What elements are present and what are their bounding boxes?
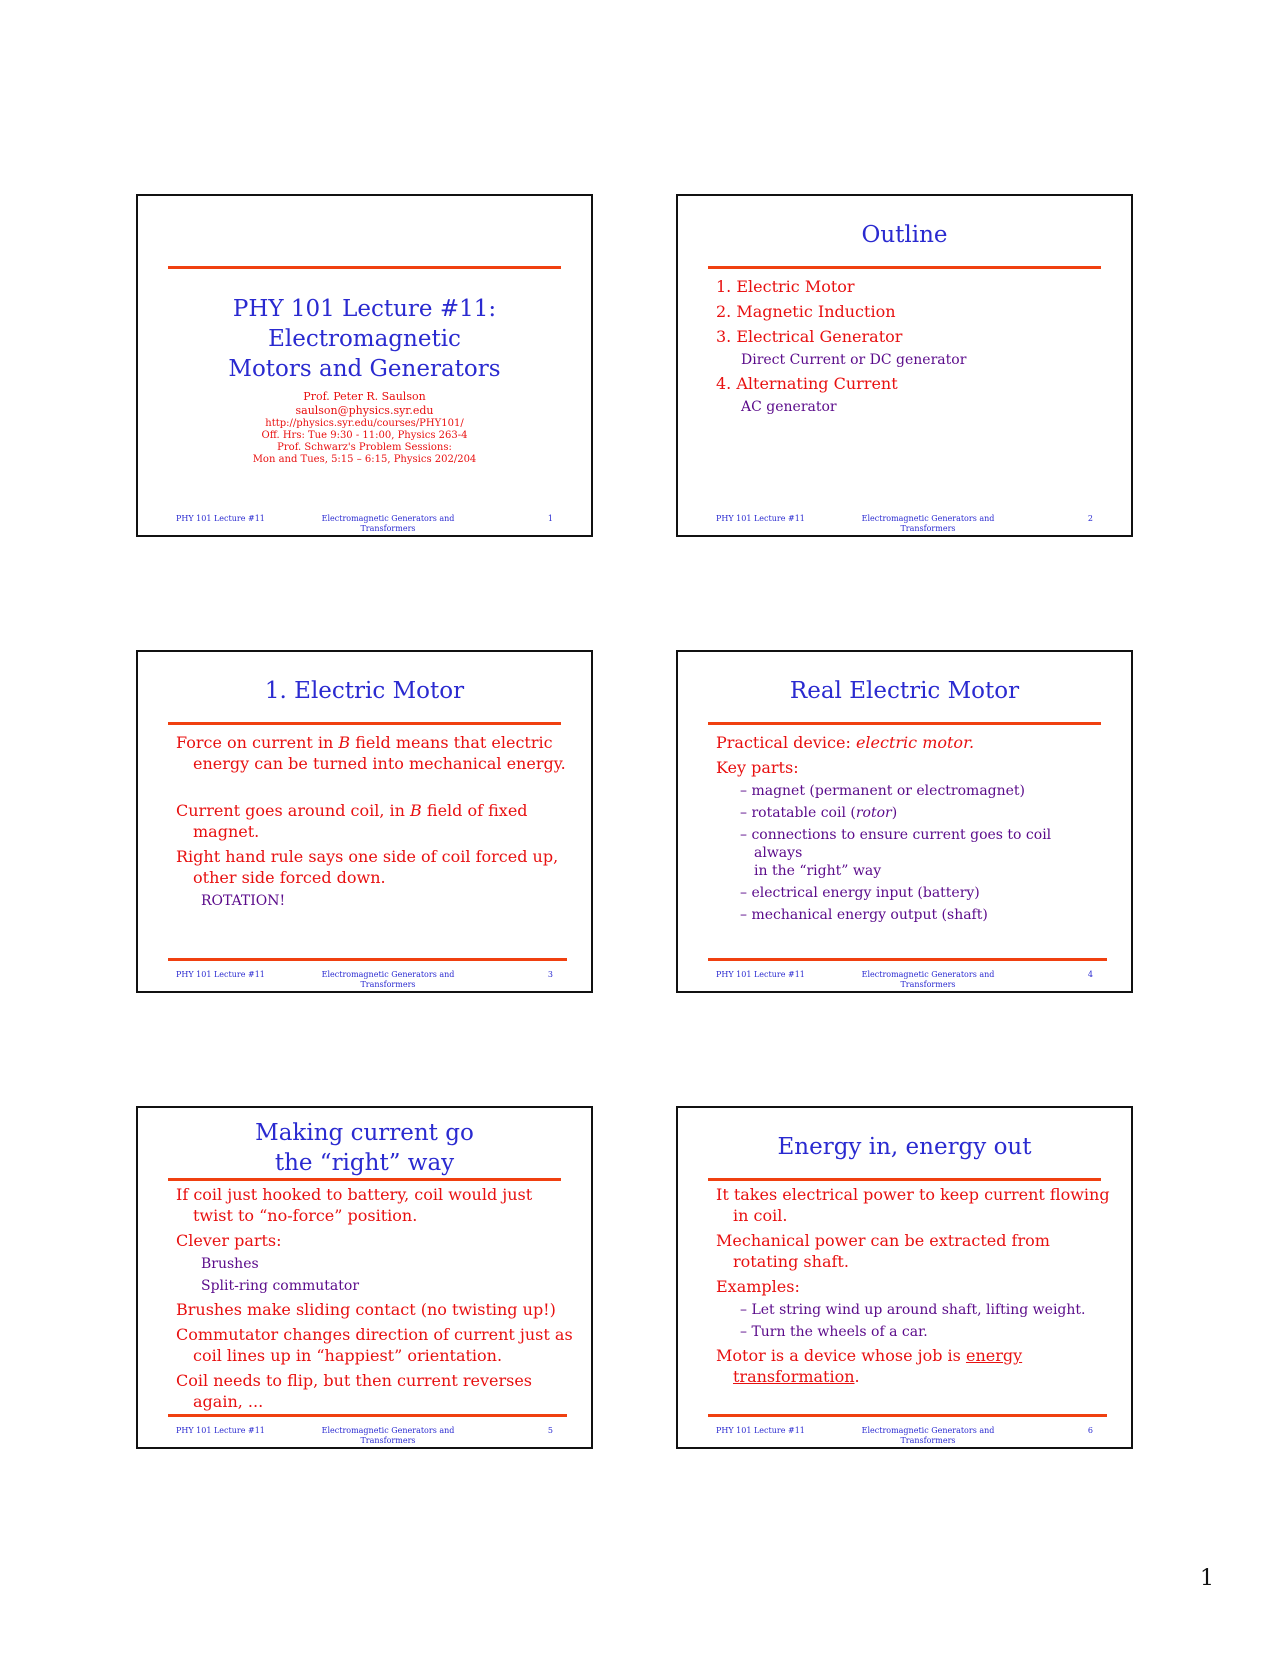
problem-sessions-label: Prof. Schwarz's Problem Sessions: <box>277 442 452 453</box>
footer-course: PHY 101 Lecture #11 <box>176 970 265 979</box>
bullet: Right hand rule says one side of coil forced up, other side forced down. <box>176 847 559 887</box>
outline-item: 4. Alternating Current <box>716 374 898 393</box>
outline-item: 1. Electric Motor <box>716 277 855 296</box>
outline-item: 2. Magnetic Induction <box>716 302 896 321</box>
problem-sessions: Mon and Tues, 5:15 – 6:15, Physics 202/204 <box>252 454 477 465</box>
footer-course: PHY 101 Lecture #11 <box>716 514 805 523</box>
outline-item: 3. Electrical Generator <box>716 327 903 346</box>
sub-bullet: – connections to ensure current goes to coil always in the “right” way <box>740 827 1052 879</box>
author-info <box>158 390 571 466</box>
title-rule <box>708 1178 1101 1181</box>
footer-course: PHY 101 Lecture #11 <box>176 514 265 523</box>
slide-5 <box>136 1106 593 1449</box>
bullet: Current goes around coil, in B field of fixed magnet. <box>176 801 528 841</box>
sub-bullet: – rotatable coil (rotor) <box>740 805 898 821</box>
bullet: Motor is a device whose job is energy transformation. <box>716 1346 1023 1386</box>
bullet: Clever parts: <box>176 1231 282 1250</box>
author-name: Prof. Peter R. Saulson <box>303 390 426 403</box>
footer-slide-number: 2 <box>1087 514 1093 523</box>
bullet: Practical device: electric motor. <box>716 733 975 752</box>
sub-bullet: ROTATION! <box>201 893 286 909</box>
footer-topic: Electromagnetic Generators and Transformers <box>861 1426 995 1445</box>
bullet: Key parts: <box>716 758 799 777</box>
slide-1 <box>136 194 593 537</box>
slide-2 <box>676 194 1133 537</box>
slide-body <box>716 276 1101 420</box>
sub-bullet: – Let string wind up around shaft, lifting weight. <box>740 1302 1086 1318</box>
title-rule <box>168 1178 561 1181</box>
title-rule <box>708 722 1101 725</box>
slide-title: Outline <box>861 222 948 248</box>
author-email: saulson@physics.syr.edu <box>295 404 434 417</box>
title-rule <box>168 722 561 725</box>
sub-bullet: Split-ring commutator <box>201 1278 360 1294</box>
bullet: Mechanical power can be extracted from rotating shaft. <box>716 1231 1050 1271</box>
bullet: It takes electrical power to keep current flowing in coil. <box>716 1185 1110 1225</box>
slide-body <box>176 732 566 914</box>
outline-subitem: Direct Current or DC generator <box>741 352 967 368</box>
bullet: Force on current in B field means that electric energy can be turned into mechanical energy. <box>176 733 566 773</box>
sub-bullet: – Turn the wheels of a car. <box>740 1324 928 1340</box>
bullet: Commutator changes direction of current just as coil lines up in “happiest” orientation. <box>176 1325 573 1365</box>
slide-3 <box>136 650 593 993</box>
footer-rule <box>708 958 1107 961</box>
slide-body <box>716 732 1101 928</box>
footer-course: PHY 101 Lecture #11 <box>716 970 805 979</box>
sub-bullet: – mechanical energy output (shaft) <box>740 907 988 923</box>
footer-course: PHY 101 Lecture #11 <box>176 1426 265 1435</box>
footer-topic: Electromagnetic Generators and Transformers <box>321 970 455 989</box>
slide-title: Real Electric Motor <box>789 678 1020 704</box>
footer-slide-number: 3 <box>547 970 553 979</box>
bullet: Coil needs to flip, but then current reverses again, ... <box>176 1371 532 1411</box>
slide-body <box>716 1184 1110 1391</box>
footer-topic: Electromagnetic Generators and Transformers <box>321 514 455 533</box>
outline-subitem: AC generator <box>741 399 837 415</box>
footer-topic: Electromagnetic Generators and Transformers <box>321 1426 455 1445</box>
sub-bullet: – electrical energy input (battery) <box>740 885 980 901</box>
bullet: If coil just hooked to battery, coil would just twist to “no-force” position. <box>176 1185 533 1225</box>
slide-title: Energy in, energy out <box>777 1134 1032 1160</box>
title-rule <box>708 266 1101 269</box>
footer-slide-number: 6 <box>1087 1426 1093 1435</box>
bullet: Brushes make sliding contact (no twisting up!) <box>176 1300 556 1319</box>
page-number: 1 <box>1200 1566 1214 1591</box>
footer-rule <box>168 958 567 961</box>
sub-bullet: – magnet (permanent or electromagnet) <box>740 783 1026 799</box>
slide-title: Making current go the “right” way <box>255 1120 474 1176</box>
office-hours: Off. Hrs: Tue 9:30 - 11:00, Physics 263-4 <box>261 430 468 441</box>
title-rule <box>168 266 561 269</box>
footer-slide-number: 4 <box>1087 970 1093 979</box>
slide-4 <box>676 650 1133 993</box>
slide-title: PHY 101 Lecture #11: Electromagnetic Motors and Generators <box>228 296 501 382</box>
footer-rule <box>708 1414 1107 1417</box>
footer-topic: Electromagnetic Generators and Transformers <box>861 514 995 533</box>
course-url: http://physics.syr.edu/courses/PHY101/ <box>265 418 464 429</box>
footer-topic: Electromagnetic Generators and Transformers <box>861 970 995 989</box>
footer-slide-number: 5 <box>547 1426 553 1435</box>
footer-slide-number: 1 <box>547 514 553 523</box>
slide-title: 1. Electric Motor <box>264 678 465 704</box>
sub-bullet: Brushes <box>201 1256 259 1272</box>
footer-course: PHY 101 Lecture #11 <box>716 1426 805 1435</box>
slide-body <box>176 1184 573 1416</box>
slide-6 <box>676 1106 1133 1449</box>
bullet: Examples: <box>716 1277 800 1296</box>
footer-rule <box>168 1414 567 1417</box>
